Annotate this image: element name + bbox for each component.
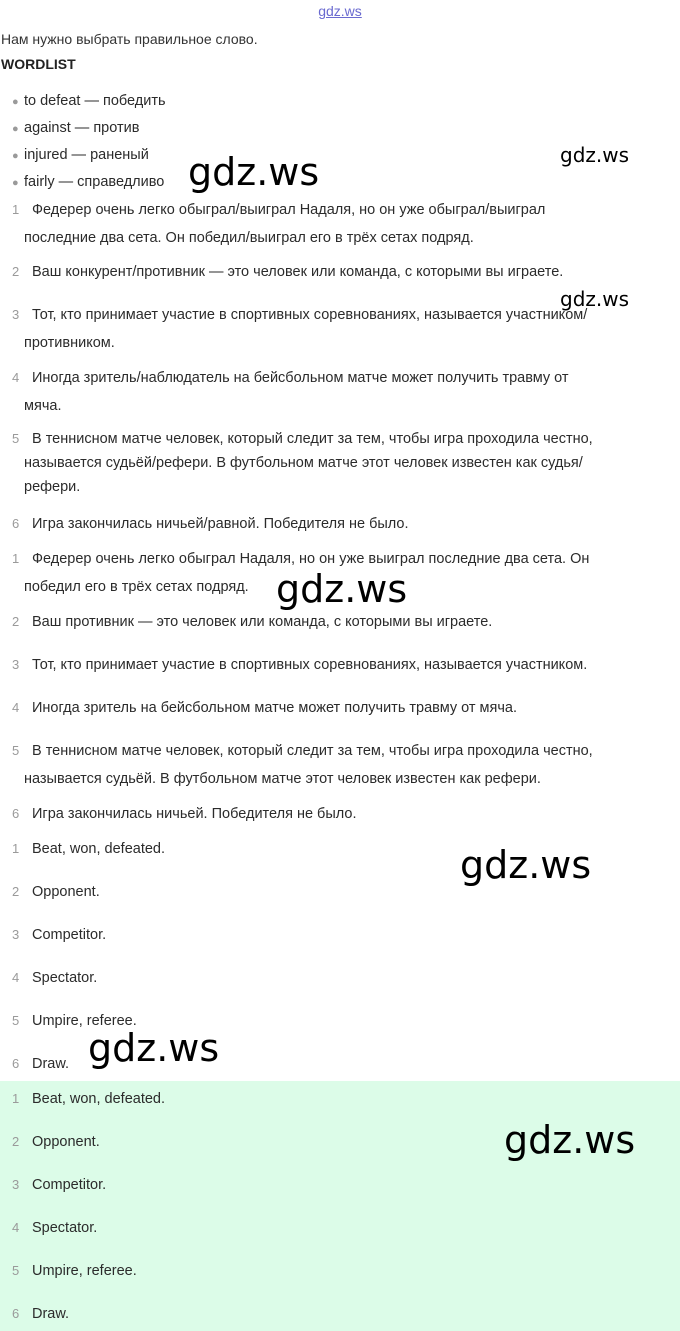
translation-item: 1 Федерер очень легко обыграл Надаля, но он уже выиграл последние два сета. Он победил его в трёх сетах подряд. [12, 545, 672, 601]
item-number: 4 [12, 700, 20, 715]
task-item: 6 Игра закончилась ничьей/равной. Победителя не было. [12, 510, 672, 538]
bullet-icon: ● [12, 96, 19, 108]
task-item: 2 Ваш конкурент/противник — это человек или команда, с которыми вы играете. [12, 258, 672, 286]
task-item: 3 Тот, кто принимает участие в спортивных соревнованиях, называется участником/ противником. [12, 301, 672, 357]
answer-item: 5 Umpire, referee. [12, 1007, 672, 1035]
bullet-icon: ● [12, 150, 19, 162]
item-number: 5 [12, 1013, 20, 1028]
watermark: gdz.ws [460, 843, 592, 887]
item-number: 6 [12, 1056, 20, 1071]
bullet-icon: ● [12, 123, 19, 135]
translation-item: 4 Иногда зритель на бейсбольном матче может получить травму от мяча. [12, 694, 672, 722]
item-number: 5 [12, 743, 20, 758]
wordlist-item: ● injured — раненый [12, 145, 149, 166]
item-number: 6 [12, 1306, 20, 1321]
watermark: gdz.ws [276, 567, 408, 611]
watermark: gdz.ws [88, 1026, 220, 1070]
item-number: 2 [12, 884, 20, 899]
watermark: gdz.ws [188, 150, 320, 194]
item-number: 6 [12, 516, 20, 531]
item-number: 4 [12, 370, 20, 385]
task-item: 4 Иногда зритель/наблюдатель на бейсбольном матче может получить травму от мяча. [12, 364, 672, 420]
answer-item: 6 Draw. [12, 1050, 672, 1078]
item-number: 5 [12, 431, 20, 446]
task-item: 5 В теннисном матче человек, который следит за тем, чтобы игра проходила честно, называется судьёй/рефери. В футбольном матче этот человек известен как судья/ рефери. [12, 427, 672, 499]
answer-item: 4 Spectator. [12, 964, 672, 992]
item-number: 5 [12, 1263, 20, 1278]
item-number: 2 [12, 264, 20, 279]
answer-item: 3 Competitor. [12, 921, 672, 949]
wordlist-item: ● fairly — справедливо [12, 172, 164, 193]
translation-item: 2 Ваш противник — это человек или команда, с которыми вы играете. [12, 608, 672, 636]
wordlist-item: ● against — против [12, 118, 139, 139]
highlighted-answer-item: 6 Draw. [12, 1300, 672, 1328]
item-number: 4 [12, 1220, 20, 1235]
answer-item: 1 Beat, won, defeated. [12, 835, 672, 863]
translation-item: 3 Тот, кто принимает участие в спортивных соревнованиях, называется участником. [12, 651, 672, 679]
highlighted-answer-item: 1 Beat, won, defeated. [12, 1085, 672, 1113]
item-number: 1 [12, 551, 20, 566]
answer-item: 2 Opponent. [12, 878, 672, 906]
item-number: 1 [12, 1091, 20, 1106]
watermark: gdz.ws [504, 1118, 636, 1162]
highlighted-answer-item: 5 Umpire, referee. [12, 1257, 672, 1285]
site-link[interactable]: gdz.ws [318, 3, 362, 19]
item-number: 3 [12, 927, 20, 942]
translation-item: 6 Игра закончилась ничьей. Победителя не было. [12, 800, 672, 828]
task-item: 1 Федерер очень легко обыграл/выиграл Надаля, но он уже обыграл/выиграл последние два сета. Он победил/выиграл его в трёх сетах подряд. [12, 196, 672, 252]
item-number: 1 [12, 202, 20, 217]
intro-text: Нам нужно выбрать правильное слово. [1, 31, 258, 47]
item-number: 1 [12, 841, 20, 856]
translation-item: 5 В теннисном матче человек, который следит за тем, чтобы игра проходила честно, называется судьёй. В футбольном матче этот человек известен как рефери. [12, 737, 672, 793]
item-number: 3 [12, 307, 20, 322]
bullet-icon: ● [12, 177, 19, 189]
item-number: 2 [12, 1134, 20, 1149]
watermark: gdz.ws [560, 143, 630, 167]
highlighted-answer-item: 3 Competitor. [12, 1171, 672, 1199]
item-number: 6 [12, 806, 20, 821]
item-number: 3 [12, 1177, 20, 1192]
highlighted-answer-item: 2 Opponent. [12, 1128, 672, 1156]
wordlist-title: WORDLIST [1, 56, 76, 72]
watermark: gdz.ws [560, 287, 630, 311]
wordlist-item: ● to defeat — победить [12, 91, 166, 112]
highlighted-answer-item: 4 Spectator. [12, 1214, 672, 1242]
item-number: 2 [12, 614, 20, 629]
item-number: 3 [12, 657, 20, 672]
item-number: 4 [12, 970, 20, 985]
